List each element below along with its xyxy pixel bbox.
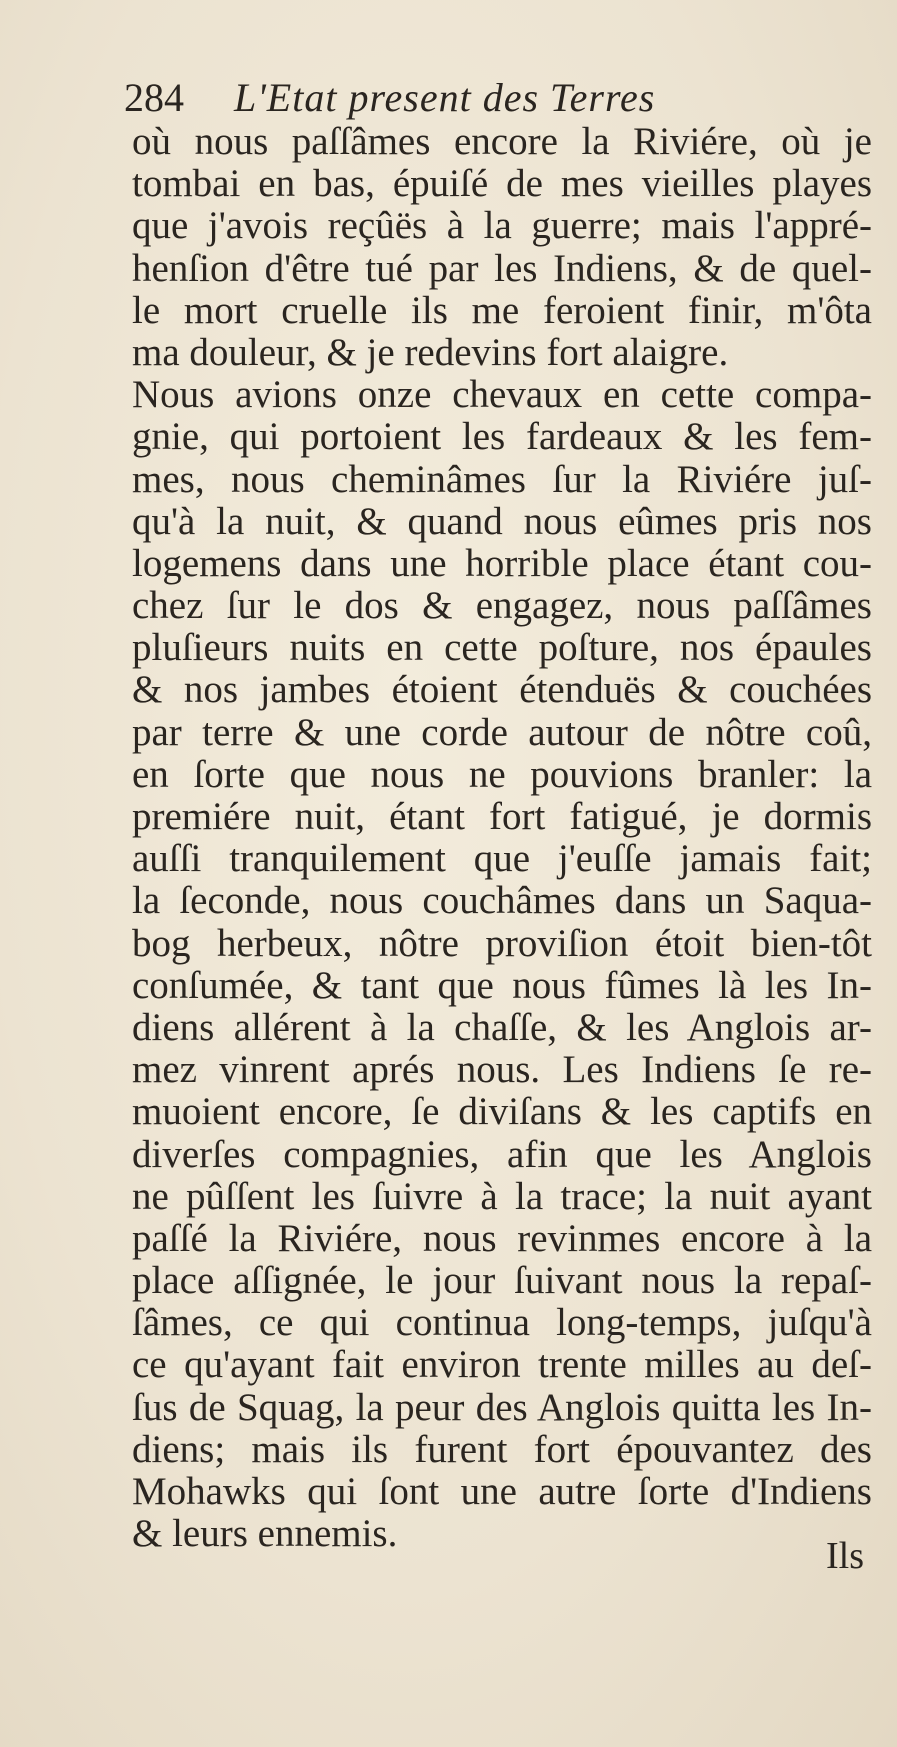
text-line: henſion d'être tué par les Indiens, & de quel-: [132, 246, 872, 290]
catchword: Ils: [826, 1535, 864, 1577]
text-line: ne pûſſent les ſuivre à la trace; la nuit ayant: [132, 1174, 872, 1218]
text-line: conſumée, & tant que nous fûmes là les In-: [132, 963, 872, 1007]
text-line: le mort cruelle ils me feroient finir, m'ôta: [132, 288, 872, 332]
text-line: mez vinrent aprés nous. Les Indiens ſe re-: [132, 1048, 872, 1092]
text-line: diverſes compagnies, afin que les Anglois: [132, 1132, 872, 1176]
text-line: par terre & une corde autour de nôtre coû,: [132, 710, 872, 754]
text-line: Nous avions onze chevaux en cette compa-: [132, 373, 872, 417]
running-title: L'Etat present des Terres: [234, 75, 656, 120]
text-line: ſus de Squag, la peur des Anglois quitta les In-: [132, 1385, 872, 1429]
text-line: ma douleur, & je redevins fort alaigre.: [132, 330, 729, 374]
text-line: gnie, qui portoient les fardeaux & les fem-: [132, 415, 872, 459]
text-line: Mohawks qui ſont une autre ſorte d'Indiens: [132, 1470, 872, 1513]
text-line: ce qu'ayant fait environ trente milles au deſ-: [132, 1343, 872, 1387]
text-line: ſâmes, ce qui continua long-temps, juſqu'à: [132, 1301, 872, 1345]
text-line: bog herbeux, nôtre proviſion étoit bien-tôt: [132, 921, 872, 965]
text-line: qu'à la nuit, & quand nous eûmes pris nos: [132, 499, 872, 543]
text-line: la ſeconde, nous couchâmes dans un Saqua-: [132, 879, 872, 923]
text-line: pluſieurs nuits en cette poſture, nos épaules: [132, 626, 872, 670]
text-line: premiére nuit, étant fort fatigué, je dormis: [132, 795, 872, 838]
text-line: diens allérent à la chaſſe, & les Anglois ar-: [132, 1005, 872, 1049]
body-text: [132, 121, 872, 1555]
text-line: muoient encore, ſe diviſans & les captifs en: [132, 1090, 872, 1134]
text-line: & leurs ennemis.: [132, 1512, 398, 1556]
text-line: que j'avois reçûës à la guerre; mais l'appré-: [132, 204, 872, 248]
text-line: paſſé la Riviére, nous revinmes encore à la: [132, 1216, 872, 1260]
text-line: en ſorte que nous ne pouvions branler: la: [132, 752, 872, 796]
text-line: mes, nous cheminâmes ſur la Riviére juſ-: [132, 457, 872, 501]
text-line: & nos jambes étoient étenduës & couchées: [132, 668, 872, 712]
page-number: 284: [124, 75, 184, 120]
text-line: logemens dans une horrible place étant cou-: [132, 541, 872, 585]
text-line: diens; mais ils furent fort épouvantez des: [132, 1427, 872, 1471]
page-header: [124, 72, 784, 124]
text-line: place aſſignée, le jour ſuivant nous la repaſ-: [132, 1259, 872, 1303]
text-line: tombai en bas, épuiſé de mes vieilles playes: [132, 162, 872, 206]
text-line: où nous paſſâmes encore la Riviére, où je: [132, 120, 872, 163]
text-line: chez ſur le dos & engagez, nous paſſâmes: [132, 584, 872, 628]
text-line: auſſi tranquilement que j'euſſe jamais fait;: [132, 837, 872, 881]
